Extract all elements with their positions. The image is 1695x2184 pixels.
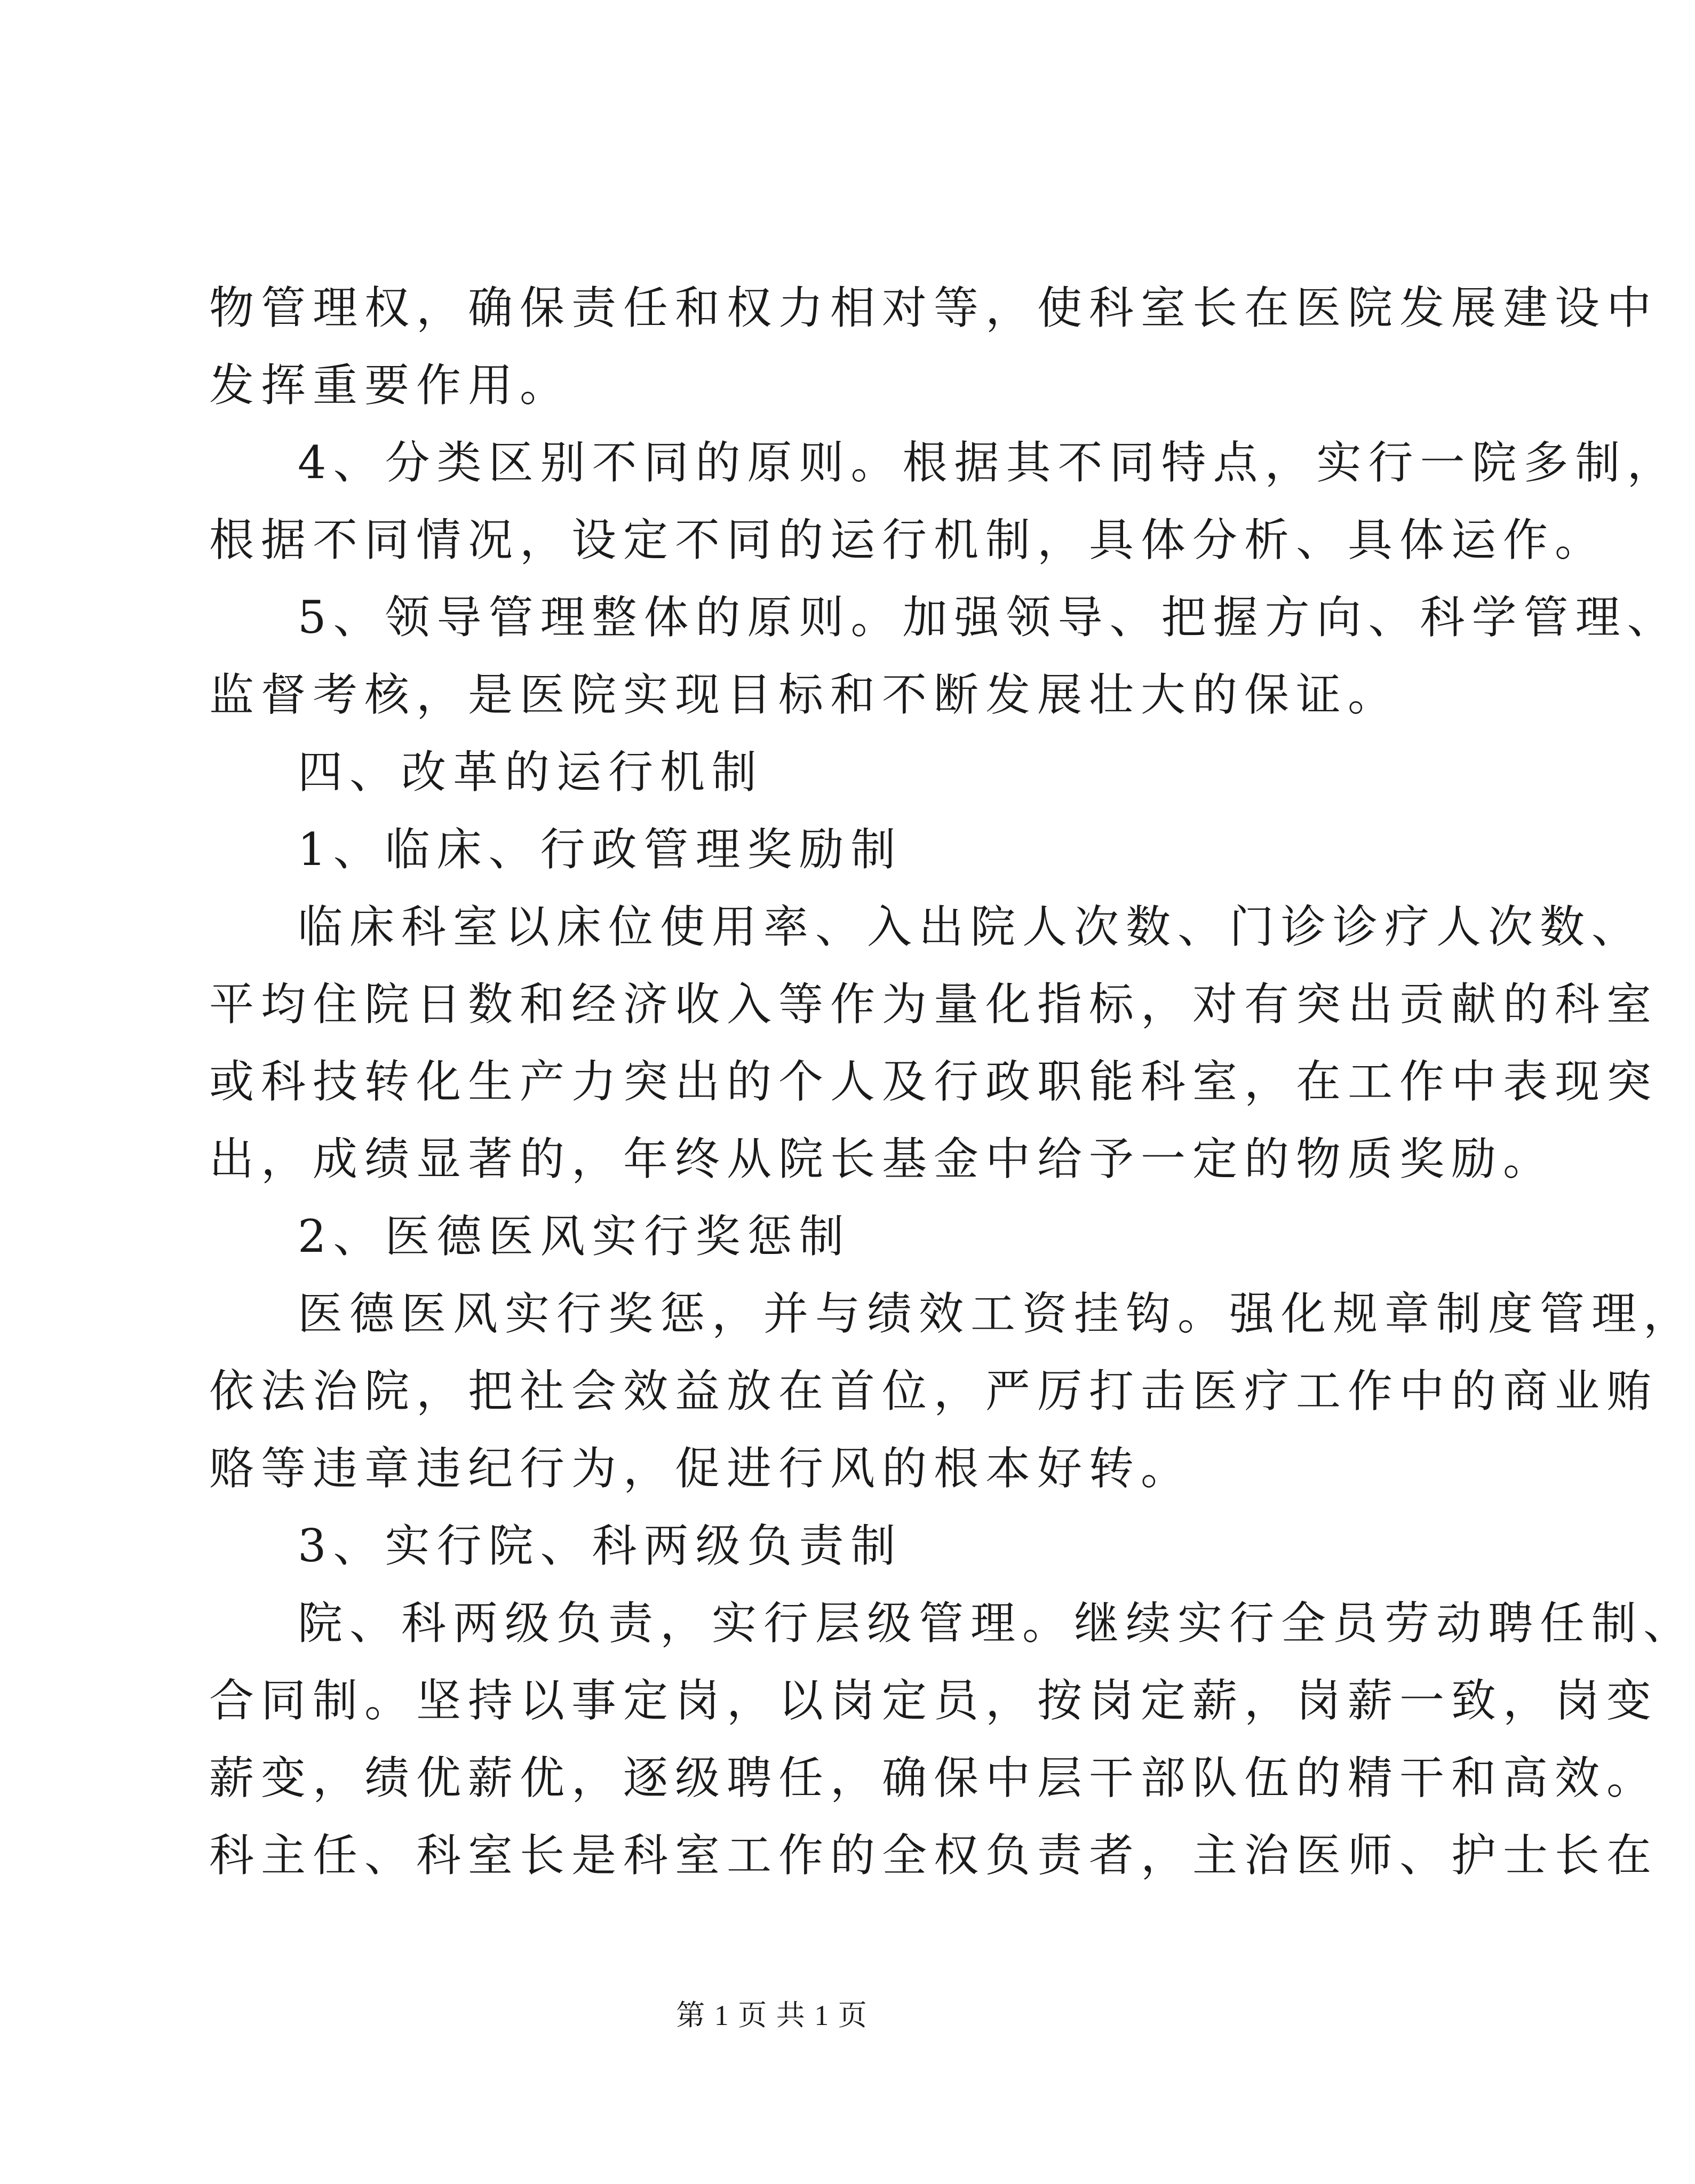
document-body xyxy=(209,269,1695,1894)
text-line: 平均住院日数和经济收入等作为量化指标，对有突出贡献的科室 xyxy=(209,978,1659,1030)
text-line: 监督考核，是医院实现目标和不断发展壮大的保证。 xyxy=(209,669,1400,721)
text-line: 赂等违章违纪行为，促进行风的根本好转。 xyxy=(209,1442,1193,1495)
text-line: 依法治院，把社会效益放在首位，严厉打击医疗工作中的商业贿 xyxy=(209,1365,1659,1417)
subsection-heading: 1、临床、行政管理奖励制 xyxy=(298,823,903,876)
text-line: 4、分类区别不同的原则。根据其不同特点，实行一院多制， xyxy=(298,436,1679,489)
text-line: 合同制。坚持以事定岗，以岗定员，按岗定薪，岗薪一致，岗变 xyxy=(209,1674,1659,1727)
subsection-heading: 2、医德医风实行奖惩制 xyxy=(298,1210,851,1262)
page-number-footer: 第 1 页 共 1 页 xyxy=(676,1999,868,2031)
text-line: 发挥重要作用。 xyxy=(209,359,572,411)
text-line: 科主任、科室长是科室工作的全权负责者，主治医师、护士长在 xyxy=(209,1829,1659,1881)
text-line: 或科技转化生产力突出的个人及行政职能科室，在工作中表现突 xyxy=(209,1055,1659,1108)
text-line: 出，成绩显著的，年终从院长基金中给予一定的物质奖励。 xyxy=(209,1133,1555,1185)
text-line: 薪变，绩优薪优，逐级聘任，确保中层干部队伍的精干和高效。 xyxy=(209,1752,1659,1804)
text-line: 临床科室以床位使用率、入出院人次数、门诊诊疗人次数、 xyxy=(298,901,1644,953)
subsection-heading: 3、实行院、科两级负责制 xyxy=(298,1520,903,1572)
text-line: 物管理权，确保责任和权力相对等，使科室长在医院发展建设中 xyxy=(209,282,1659,334)
text-line: 医德医风实行奖惩，并与绩效工资挂钩。强化规章制度管理， xyxy=(298,1288,1695,1340)
section-heading: 四、改革的运行机制 xyxy=(298,746,764,798)
text-line: 根据不同情况，设定不同的运行机制，具体分析、具体运作。 xyxy=(209,514,1607,566)
text-line: 5、领导管理整体的原则。加强领导、把握方向、科学管理、 xyxy=(298,591,1679,644)
text-line: 院、科两级负责，实行层级管理。继续实行全员劳动聘任制、 xyxy=(298,1597,1695,1649)
